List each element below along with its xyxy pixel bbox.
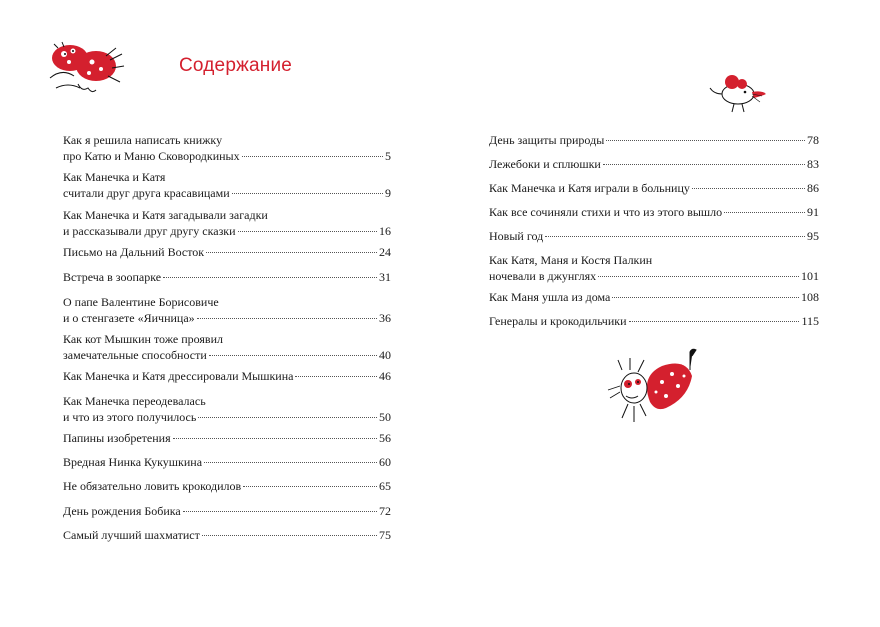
toc-entry-page-number: 5 — [385, 148, 391, 163]
dot-leader — [204, 462, 377, 463]
toc-entry-page-number: 108 — [801, 290, 819, 304]
toc-entry-title-line: Как Манечка и Катя загадывали загадки — [63, 208, 268, 222]
toc-entry-page-number: 24 — [379, 245, 391, 259]
toc-entry-page-number: 78 — [807, 133, 819, 147]
toc-entry-title-line: О папе Валентине Борисовиче — [63, 295, 219, 309]
toc-entry-title-line: Самый лучший шахматист — [63, 528, 200, 542]
dot-leader — [173, 438, 377, 439]
toc-entry-page-number: 72 — [379, 504, 391, 518]
dot-leader — [612, 297, 799, 298]
toc-entry-page-number: 46 — [379, 369, 391, 383]
toc-entry-title-line: Как я решила написать книжку — [63, 133, 223, 147]
toc-entry-page-number: 31 — [379, 270, 391, 284]
toc-entry[interactable] — [489, 181, 819, 197]
toc-entry-page-number: 60 — [379, 455, 391, 469]
toc-entry-title-line: Вредная Нинка Кукушкина — [63, 455, 203, 469]
toc-entry[interactable] — [63, 133, 391, 164]
dot-leader — [629, 321, 800, 322]
toc-entry-title-line: Как Катя, Маня и Костя Палкин — [489, 253, 653, 267]
illustration-creature-spotted — [600, 346, 704, 432]
dot-leader — [606, 140, 805, 141]
toc-entry[interactable] — [63, 369, 391, 385]
toc-entry-title-line: День рождения Бобика — [63, 504, 181, 518]
toc-entry-page-number: 36 — [379, 310, 391, 325]
toc-entry-title-line: Как Маня ушла из дома — [489, 290, 611, 304]
toc-entry[interactable] — [63, 245, 391, 261]
toc-entry-title-line: Лежебоки и сплюшки — [489, 157, 601, 171]
toc-entry-title-line: Как Манечка переодевалась — [63, 394, 206, 408]
toc-entry-page-number: 65 — [379, 479, 391, 493]
dot-leader — [198, 417, 377, 418]
toc-entry-title-line: и о стенгазете «Яичница» — [63, 310, 195, 325]
illustration-mouse — [708, 72, 770, 118]
toc-entry-title-line: Как Манечка и Катя играли в больницу — [489, 181, 690, 195]
dot-leader — [545, 236, 805, 237]
toc-entry[interactable] — [63, 479, 391, 495]
dot-leader — [197, 318, 377, 319]
toc-entry-title-line: считали друг друга красавицами — [63, 185, 230, 200]
dot-leader — [692, 188, 805, 189]
toc-entry-title-line: Встреча в зоопарке — [63, 270, 162, 284]
dot-leader — [242, 156, 383, 157]
dot-leader — [295, 376, 377, 377]
toc-entry-page-number: 9 — [385, 185, 391, 200]
dot-leader — [724, 212, 805, 213]
toc-entry-title-line: Как кот Мышкин тоже проявил — [63, 332, 223, 346]
dot-leader — [209, 355, 377, 356]
toc-entry-page-number: 40 — [379, 347, 391, 362]
toc-entry-title-line: про Катю и Маню Сковородкиных — [63, 148, 240, 163]
toc-entry-title-line: Новый год — [489, 229, 544, 243]
toc-entry[interactable] — [489, 157, 819, 173]
dot-leader — [238, 231, 377, 232]
toc-entry[interactable] — [489, 314, 819, 330]
toc-entry-title-line: Как Манечка и Катя дрессировали Мышкина — [63, 369, 294, 383]
toc-entry[interactable] — [63, 332, 391, 363]
illustration-creatures-top-left — [44, 38, 128, 98]
toc-entry-title-line: и что из этого получилось — [63, 409, 197, 424]
toc-entry-page-number: 115 — [801, 314, 819, 328]
toc-entry-page-number: 50 — [379, 409, 391, 424]
toc-entry-page-number: 101 — [801, 268, 819, 283]
dot-leader — [206, 252, 377, 253]
toc-entry[interactable] — [63, 170, 391, 201]
toc-entry-page-number: 95 — [807, 229, 819, 243]
dot-leader — [243, 486, 377, 487]
toc-entry[interactable] — [489, 229, 819, 245]
toc-entry[interactable] — [63, 295, 391, 326]
toc-entry-title-line: Письмо на Дальний Восток — [63, 245, 205, 259]
toc-entry-page-number: 16 — [379, 223, 391, 238]
toc-entry-title-line: Генералы и крокодильчики — [489, 314, 627, 328]
toc-entry-title-line: Как Манечка и Катя — [63, 170, 166, 184]
toc-entry-title-line: Папины изобретения — [63, 431, 171, 445]
dot-leader — [183, 511, 377, 512]
toc-entry-page-number: 56 — [379, 431, 391, 445]
page-title: Содержание — [179, 55, 293, 76]
toc-entry-title-line: Как все сочиняли стихи и что из этого вышло — [489, 205, 723, 219]
toc-entry[interactable] — [63, 455, 391, 471]
toc-entry[interactable] — [489, 205, 819, 221]
toc-entry-title-line: ночевали в джунглях — [489, 268, 597, 283]
dot-leader — [232, 193, 383, 194]
dot-leader — [598, 276, 799, 277]
toc-entry-page-number: 83 — [807, 157, 819, 171]
dot-leader — [603, 164, 805, 165]
toc-entry-title-line: День защиты природы — [489, 133, 605, 147]
toc-entry[interactable] — [63, 270, 391, 286]
toc-entry-page-number: 86 — [807, 181, 819, 195]
dot-leader — [163, 277, 377, 278]
toc-entry[interactable] — [489, 253, 819, 284]
toc-entry-title-line: замечательные способности — [63, 347, 207, 362]
toc-entry-title-line: Не обязательно ловить крокодилов — [63, 479, 242, 493]
toc-entry[interactable] — [489, 290, 819, 306]
toc-entry[interactable] — [63, 528, 391, 544]
toc-entry[interactable] — [63, 504, 391, 520]
toc-entry-page-number: 75 — [379, 528, 391, 542]
toc-entry[interactable] — [63, 431, 391, 447]
dot-leader — [202, 535, 377, 536]
toc-entry[interactable] — [63, 208, 391, 239]
toc-entry-title-line: и рассказывали друг другу сказки — [63, 223, 236, 238]
toc-entry-page-number: 91 — [807, 205, 819, 219]
toc-entry[interactable] — [489, 133, 819, 149]
toc-entry[interactable] — [63, 394, 391, 425]
